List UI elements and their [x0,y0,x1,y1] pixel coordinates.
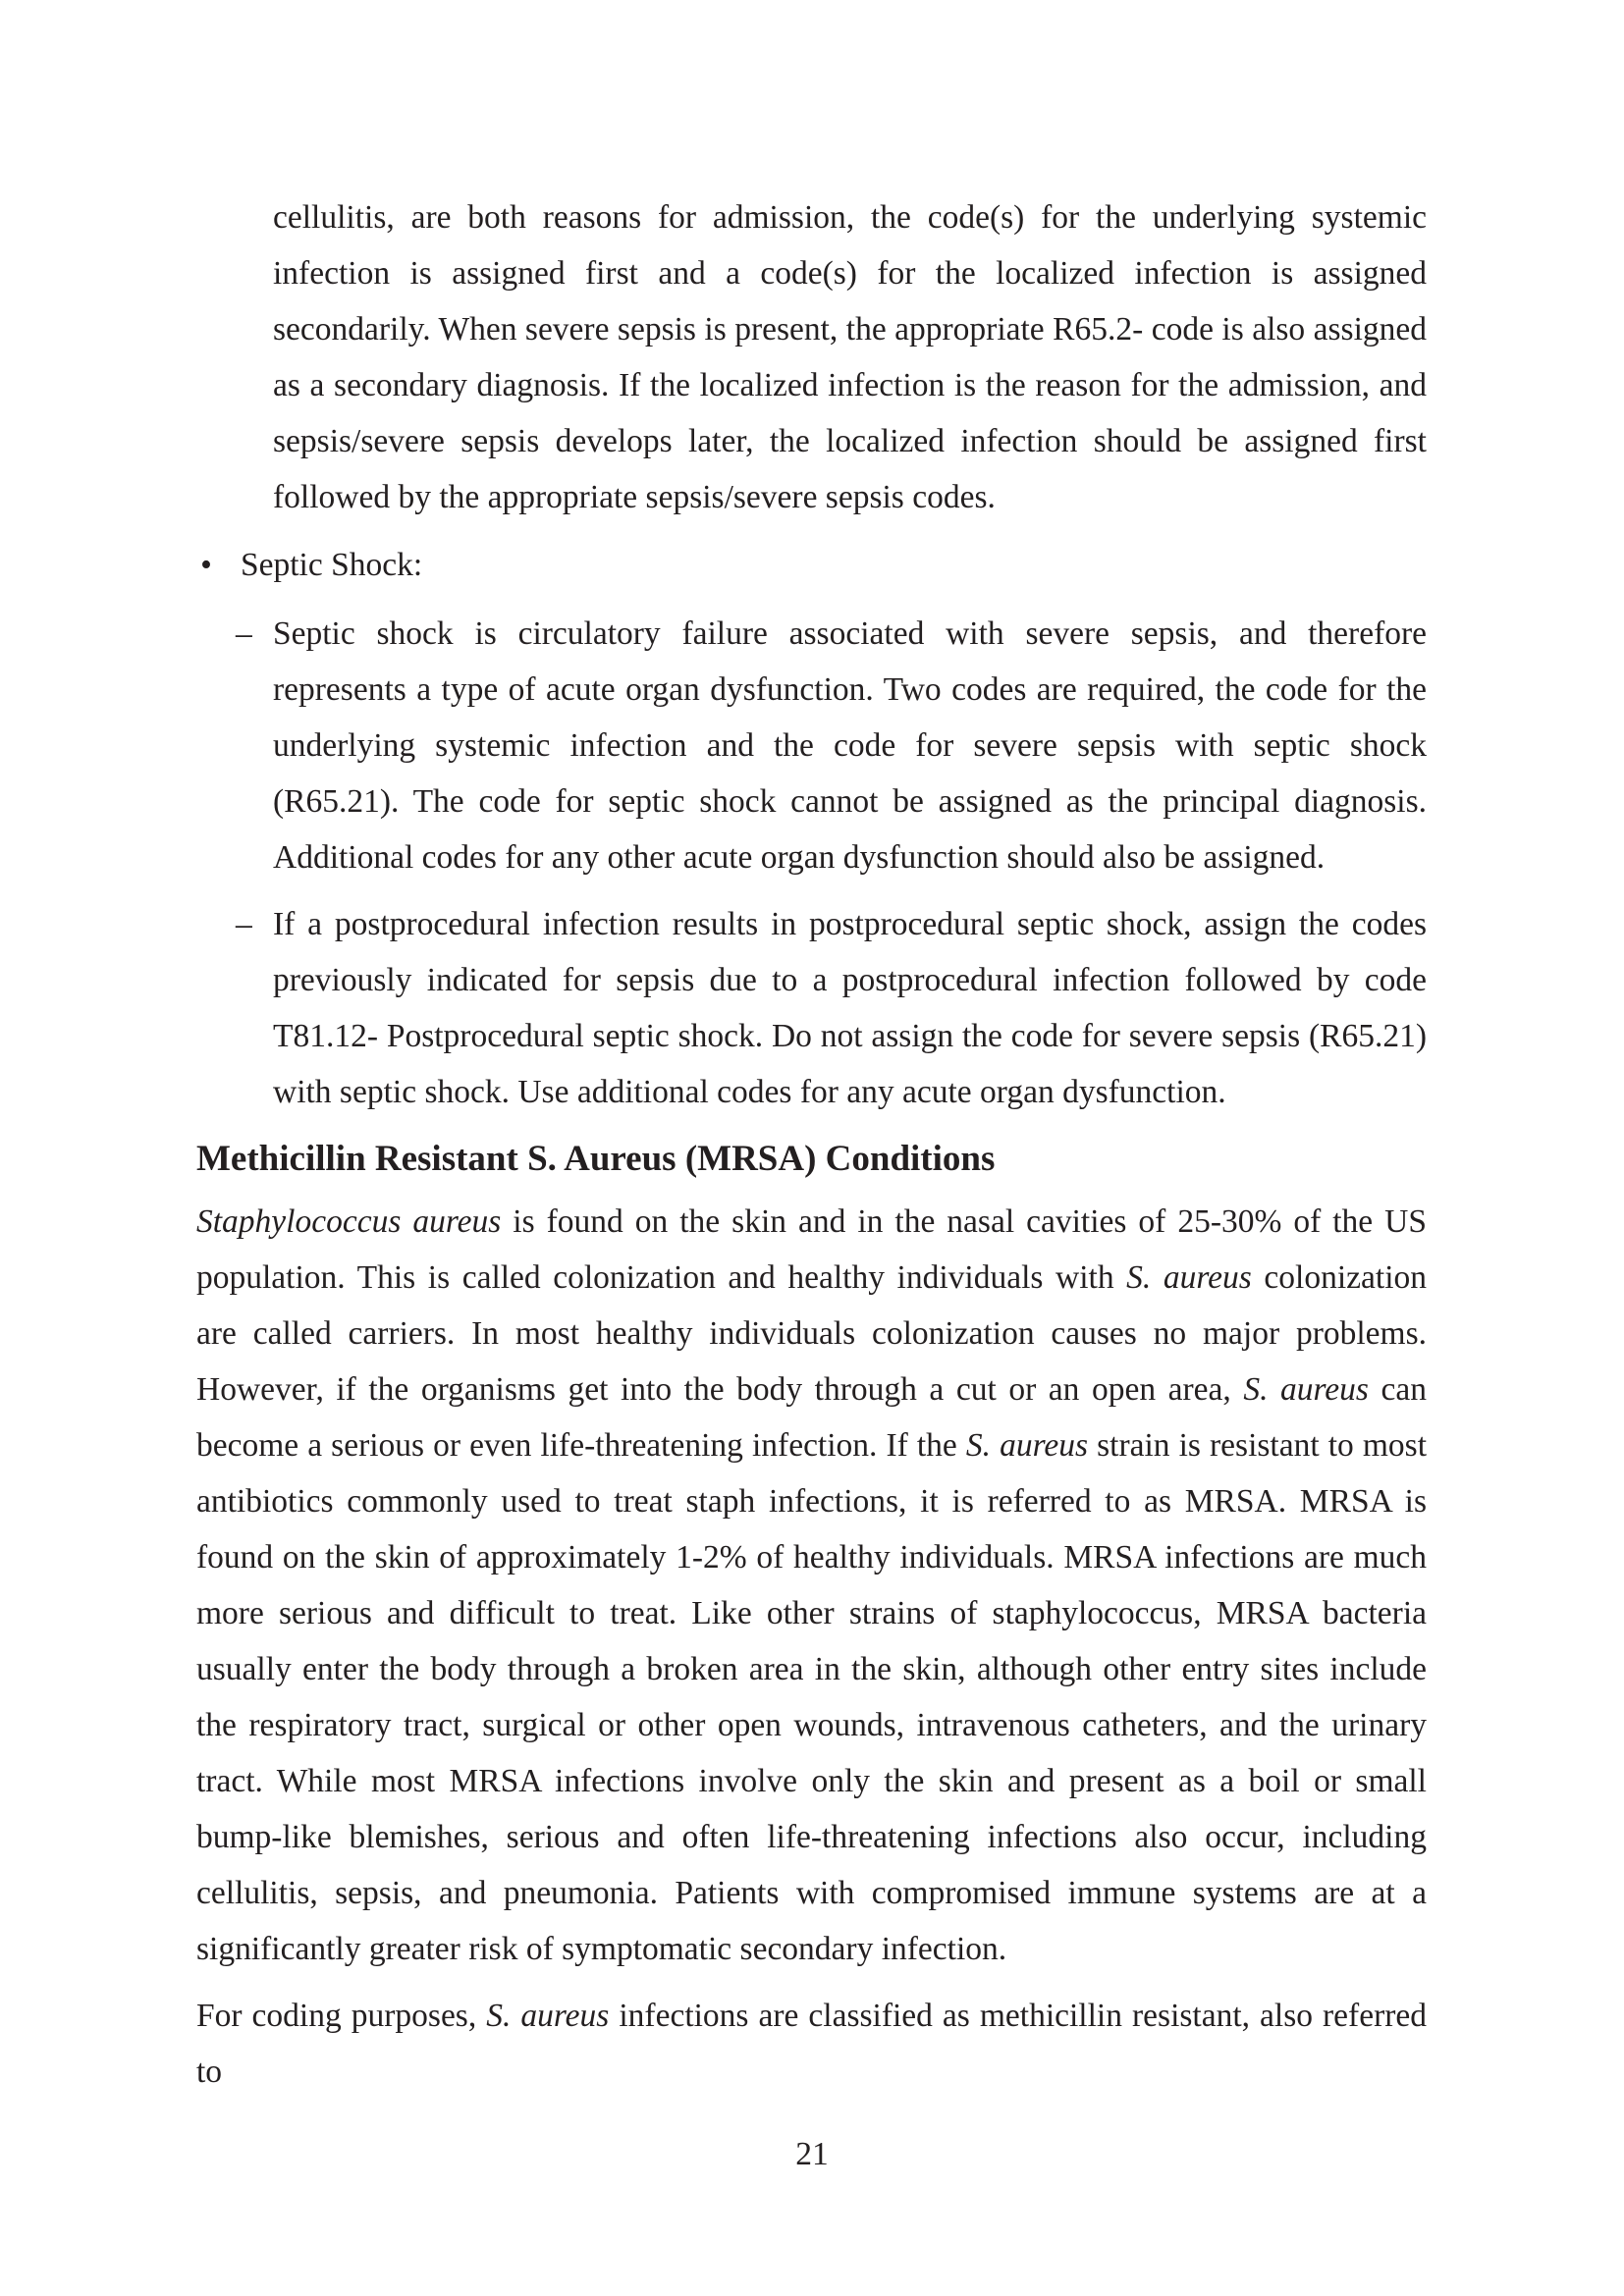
italic-term: S. aureus [965,1427,1089,1464]
italic-term: S. aureus [1243,1371,1369,1408]
dash-icon: – [236,906,252,942]
septic-shock-item-text: If a postprocedural infection results in postprocedural septic shock, assign the codes previously indicated for sepsis due to a postprocedural infection followed by code T81.12- Postprocedural septic shock. Do not assign the code for severe sepsis (R65.21) with septic shock. Use additional codes for any acute organ dysfunction. [273,906,1427,1110]
text-run: strain is resistant to most antibiotics commonly used to treat staph infections, it is referred to as MRSA. MRSA is found on the skin of approximately 1-2% of healthy individuals. MRSA infections are much more serious and difficult to treat. Like other strains of staphylococcus, MRSA bacteria usually enter the body through a broken area in the skin, although other entry sites include the respiratory tract, surgical or other open wounds, intravenous catheters, and the urinary tract. While most MRSA infections involve only the skin and present as a boil or small bump-like blemishes, serious and often life-threatening infections also occur, including cellulitis, sepsis, and pneumonia. Patients with compromised immune systems are at a significantly greater risk of symptomatic secondary infection. [196,1427,1427,1967]
bullet-label: Septic Shock: [241,547,423,583]
section-heading: Methicillin Resistant S. Aureus (MRSA) Conditions [196,1139,996,1179]
septic-shock-item-text: Septic shock is circulatory failure associated with severe sepsis, and therefore represents a type of acute organ dysfunction. Two codes are required, the code for the underlying systemic infection and the code for severe sepsis with septic shock (R65.21). The code for septic shock cannot be assigned as the principal diagnosis. Additional codes for any other acute organ dysfunction should also be assigned. [273,615,1427,876]
text-run: can become a serious or even life-threatening infection. If the [196,1371,1427,1464]
mrsa-paragraph-1 [196,1194,1427,1977]
dash-icon: – [236,615,252,652]
italic-term: S. aureus [1126,1259,1252,1296]
text-run: infections are classified as methicillin resistant, also referred to [196,1998,1427,2090]
page-number: 21 [795,2136,829,2172]
continued-paragraph: cellulitis, are both reasons for admission, the code(s) for the underlying systemic infection is assigned first and a code(s) for the localized infection is assigned secondarily. When severe sepsis is present, the appropriate R65.2- code is also assigned as a secondary diagnosis. If the localized infection is the reason for the admission, and sepsis/severe sepsis develops later, the localized infection should be assigned first followed by the appropriate sepsis/severe sepsis codes. [273,199,1427,515]
mrsa-paragraph-2 [196,1988,1427,2100]
bullet-icon: • [200,547,212,583]
text-run: is found on the skin and in the nasal cavities of 25-30% of the US population. This is called colonization and healthy individuals with [196,1203,1427,1296]
italic-term: S. aureus [486,1998,610,2034]
text-run: colonization are called carriers. In most healthy individuals colonization causes no major problems. However, if the organisms get into the body through a cut or an open area, [196,1259,1427,1408]
italic-term: Staphylococcus aureus [196,1203,502,1240]
text-run: For coding purposes, [196,1998,487,2034]
